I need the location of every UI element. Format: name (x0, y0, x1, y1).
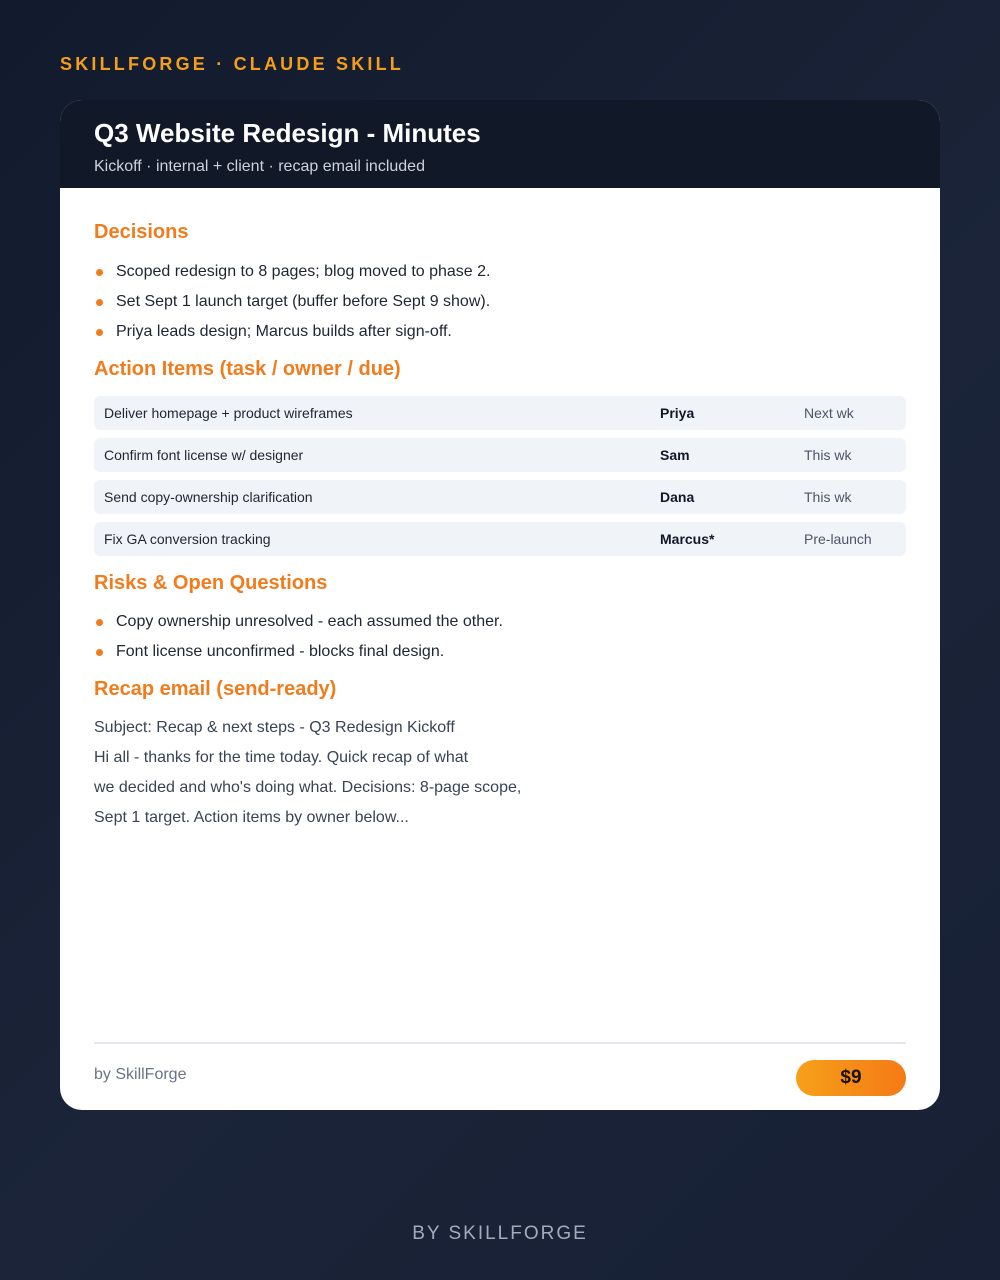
decision-text: Set Sept 1 launch target (buffer before Sept 9 show). (116, 293, 491, 310)
footer-credit: by SkillForge (94, 1066, 187, 1083)
decisions-list (94, 257, 490, 347)
action-item-row (94, 522, 906, 556)
bullet-icon (96, 619, 103, 626)
email-subject-line: Subject: Recap & next steps - Q3 Redesign Kickoff (94, 719, 455, 736)
decisions-heading: Decisions (94, 221, 189, 243)
action-owner: Marcus* (660, 531, 715, 547)
risk-text: Font license unconfirmed - blocks final design. (116, 643, 445, 660)
action-owner: Sam (660, 447, 690, 463)
card-header (60, 100, 940, 188)
recap-email-heading: Recap email (send-ready) (94, 678, 337, 700)
price-button[interactable]: $9 (796, 1060, 906, 1096)
footer-divider (94, 1042, 906, 1044)
bullet-icon (96, 329, 103, 336)
action-due: This wk (804, 489, 852, 505)
email-body-line: we decided and who's doing what. Decisions: 8-page scope, (94, 779, 522, 796)
action-items-table (94, 396, 906, 564)
risk-text: Copy ownership unresolved - each assumed the other. (116, 613, 503, 630)
email-body-line: Hi all - thanks for the time today. Quick recap of what (94, 749, 469, 766)
brand-label: SKILLFORGE · CLAUDE SKILL (60, 54, 404, 74)
action-items-heading: Action Items (task / owner / due) (94, 358, 401, 380)
bottom-credit: BY SKILLFORGE (412, 1223, 588, 1244)
bullet-icon (96, 649, 103, 656)
risk-item (94, 637, 503, 667)
email-body-line: Sept 1 target. Action items by owner below... (94, 809, 409, 826)
action-task: Deliver homepage + product wireframes (104, 405, 353, 421)
action-due: Next wk (804, 405, 854, 421)
action-task: Fix GA conversion tracking (104, 531, 271, 547)
action-task: Send copy-ownership clarification (104, 489, 313, 505)
action-task: Confirm font license w/ designer (104, 447, 304, 463)
decision-item (94, 287, 490, 317)
action-item-row (94, 396, 906, 430)
bullet-icon (96, 299, 103, 306)
decision-text: Priya leads design; Marcus builds after sign-off. (116, 323, 452, 340)
decision-item (94, 257, 490, 287)
minutes-card (60, 100, 940, 1110)
risk-item (94, 607, 503, 637)
action-item-row (94, 480, 906, 514)
card-subtitle: Kickoff · internal + client · recap email included (94, 158, 425, 175)
action-due: Pre-launch (804, 531, 872, 547)
decision-text: Scoped redesign to 8 pages; blog moved to phase 2. (116, 263, 491, 280)
risks-list (94, 607, 503, 667)
bullet-icon (96, 269, 103, 276)
decision-item (94, 317, 490, 347)
recap-email-body (94, 713, 874, 833)
action-owner: Dana (660, 489, 695, 505)
action-item-row (94, 438, 906, 472)
card-title: Q3 Website Redesign - Minutes (94, 118, 481, 148)
action-due: This wk (804, 447, 852, 463)
risks-heading: Risks & Open Questions (94, 572, 328, 594)
action-owner: Priya (660, 405, 695, 421)
